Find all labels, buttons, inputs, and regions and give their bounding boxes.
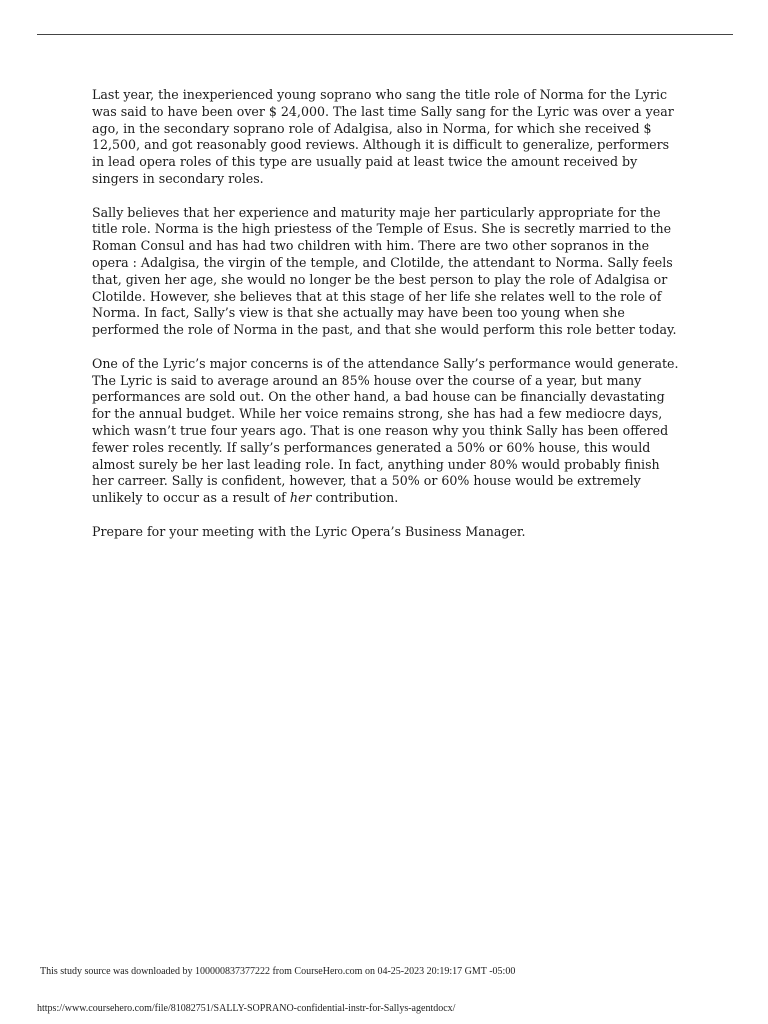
source-url[interactable]: https://www.coursehero.com/file/81082751/SALLY-SOPRANO-confidential-instr-for-Sallys-agentdocx/	[37, 1003, 456, 1014]
paragraph-4: Prepare for your meeting with the Lyric Opera’s Business Manager.	[92, 523, 526, 539]
paragraph-3-emphasis: her	[289, 490, 312, 506]
download-notice: This study source was downloaded by 100000837377222 from CourseHero.com on 04-25-2023 20:19:17 GMT -05:00	[40, 966, 516, 977]
paragraph-3-text: One of the Lyric’s major concerns is of the attendance Sally’s performance would generate. The Lyric is said to average around an 85% house over the course of a year, but many performances are sold out. On the other hand, a bad house can be financially devastating for the annual budget. While her voice remains strong, she has had a few mediocre days, which wasn’t true four years ago. That is one reason why you think Sally has been offered fewer roles recently. If sally’s performances generated a 50% or 60% house, this would almost surely be her last leading role. In fact, anything under 80% would probably finish her carreer. Sally is confident, however, that a 50% or 60% house would be extremely unlikely to occur as a result of	[92, 355, 679, 506]
top-rule	[37, 34, 733, 35]
paragraph-3	[92, 356, 680, 507]
document-body	[92, 87, 680, 557]
paragraph-3-tail: contribution.	[311, 490, 399, 506]
paragraph-2: Sally believes that her experience and maturity maje her particularly appropriate for the title role. Norma is the high priestess of the Temple of Esus. She is secretly married to the Roman Consul and has had two children with him. There are two other sopranos in the opera : Adalgisa, the virgin of the temple, and Clotilde, the attendant to Norma. Sally feels that, given her age, she would no longer be the best person to play the role of Adalgisa or Clotilde. However, she believes that at this stage of her life she relates well to the role of Norma. In fact, Sally’s view is that she actually may have been too young when she performed the role of Norma in the past, and that she would perform this role better today.	[92, 204, 677, 338]
paragraph-1: Last year, the inexperienced young soprano who sang the title role of Norma for the Lyric was said to have been over $ 24,000. The last time Sally sang for the Lyric was over a year ago, in the secondary soprano role of Adalgisa, also in Norma, for which she received $ 12,500, and got reasonably good reviews. Although it is difficult to generalize, performers in lead opera roles of this type are usually paid at least twice the amount received by singers in secondary roles.	[92, 87, 674, 186]
